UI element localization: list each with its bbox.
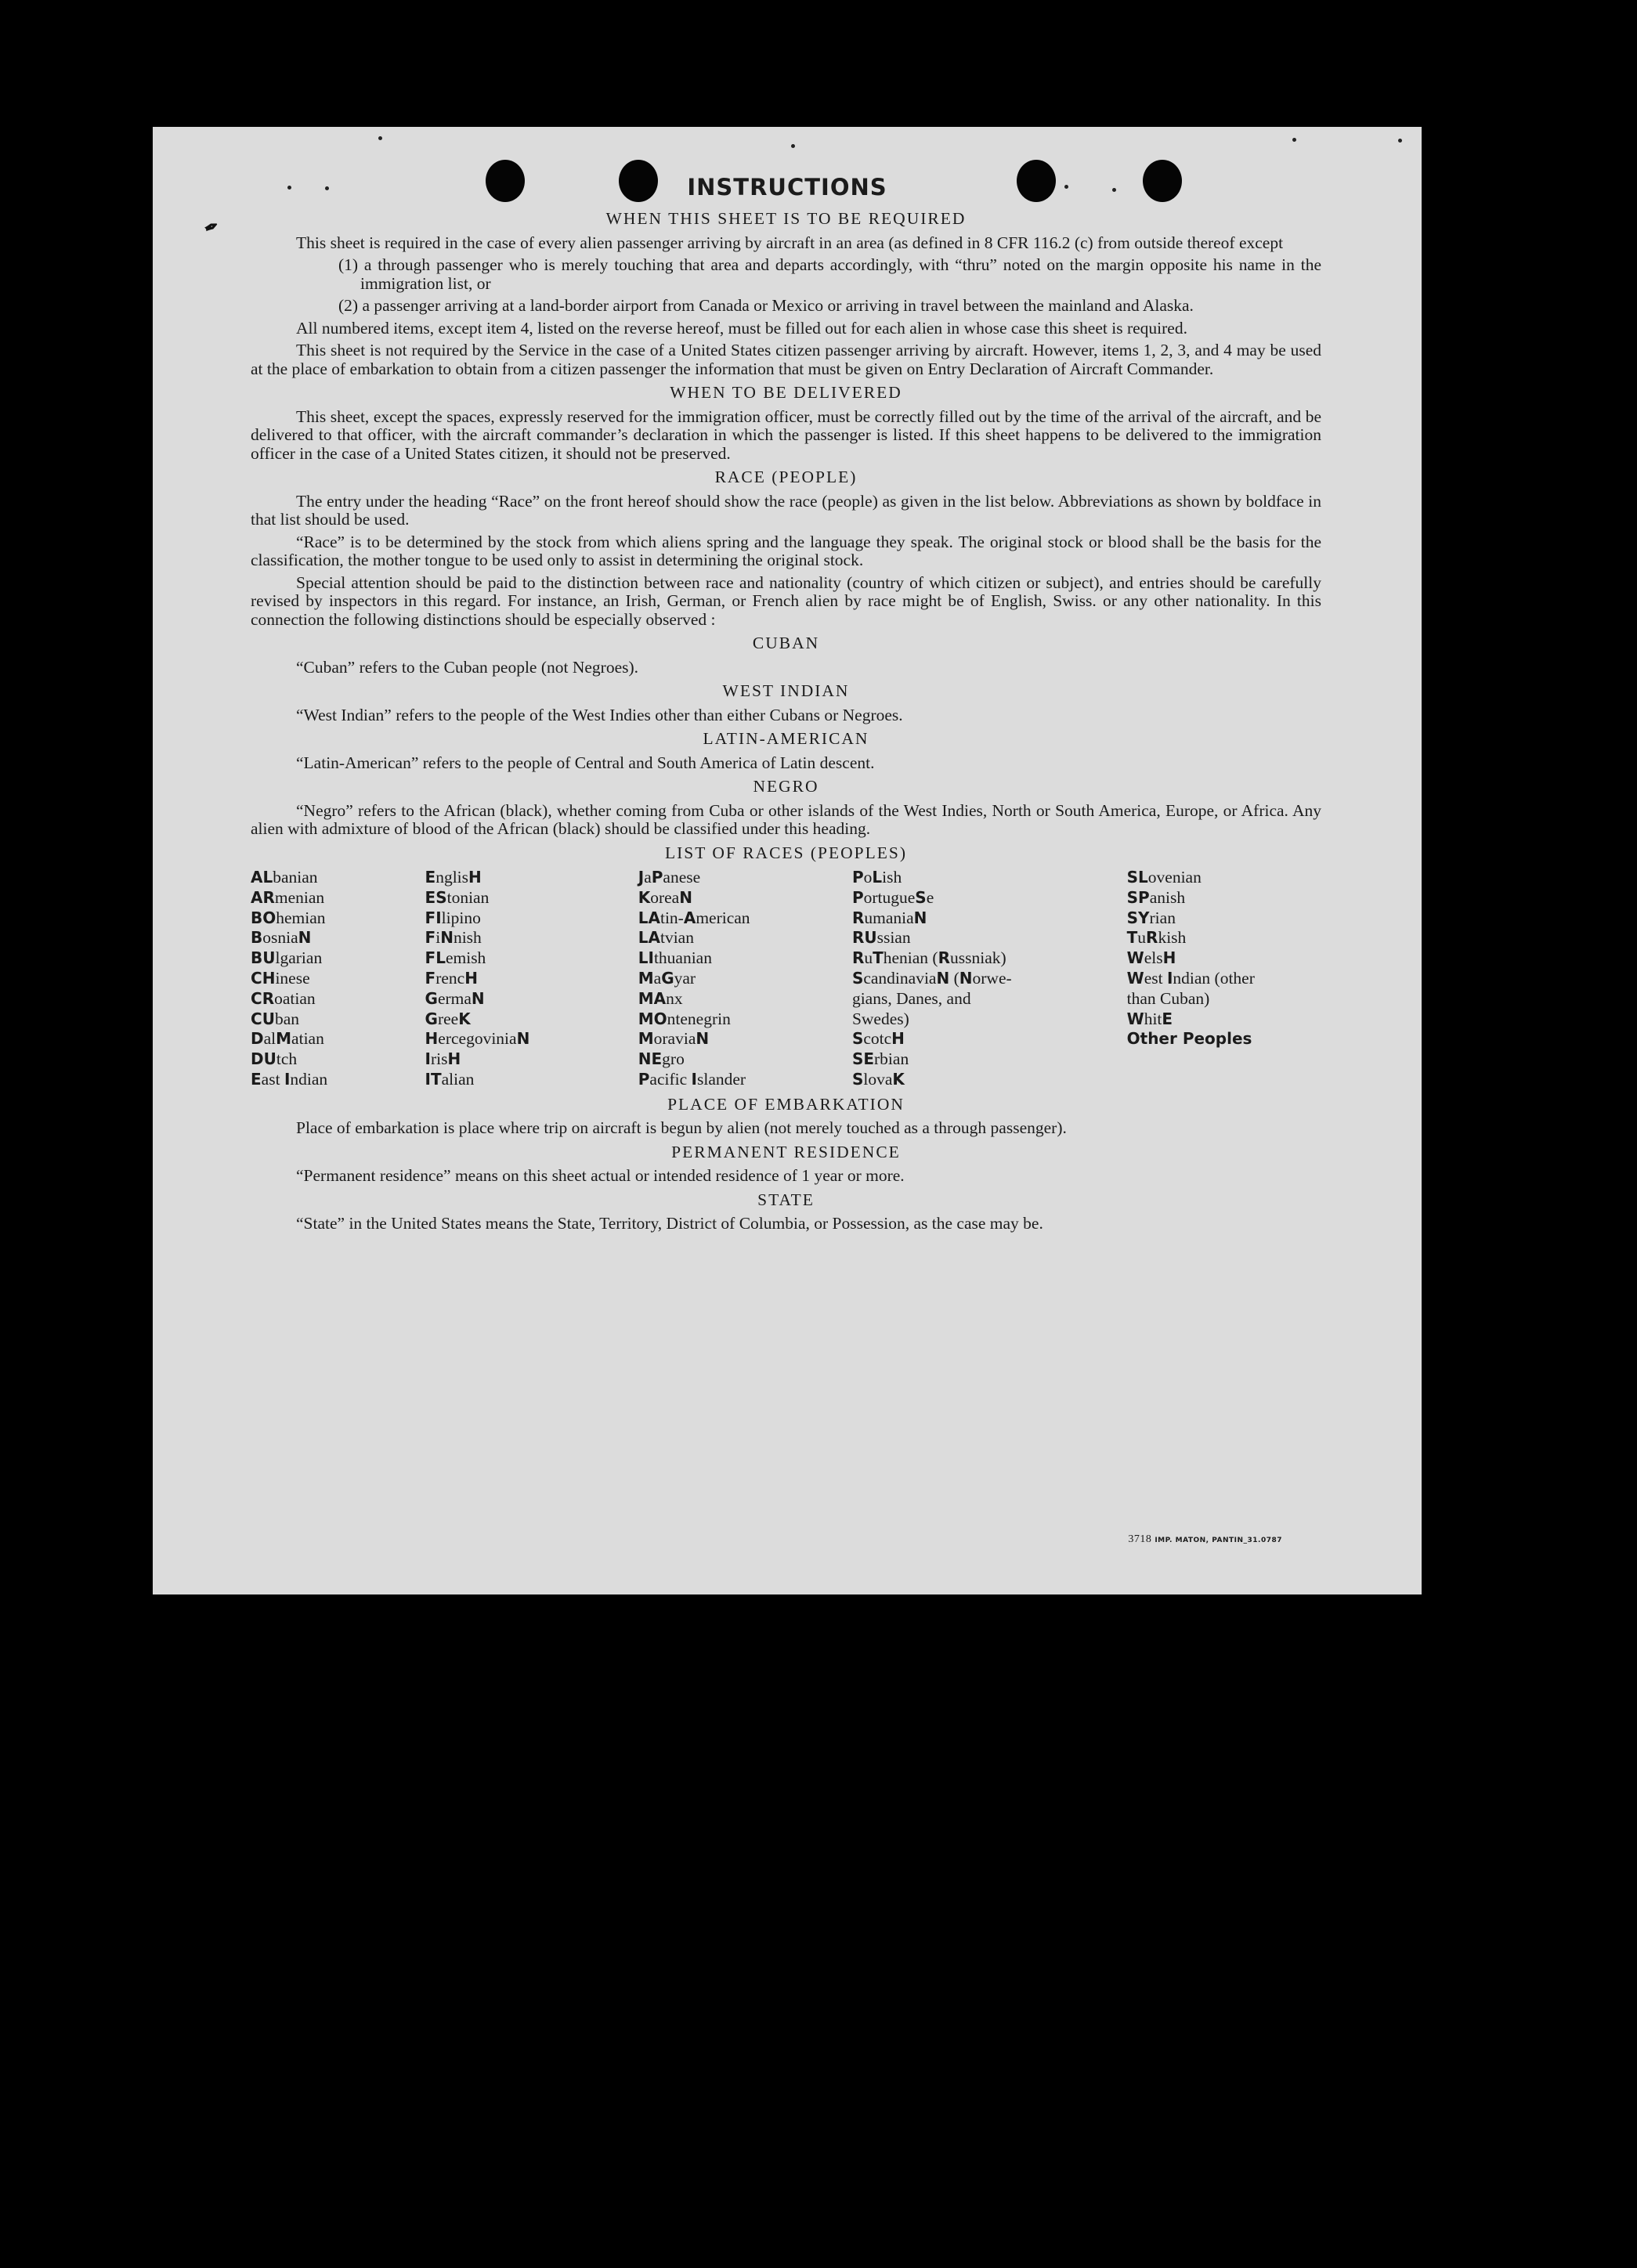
form-footer [1128,1533,1282,1546]
race-entry: ScotcH [851,1029,905,1049]
race-entry: MaGyar [638,968,696,988]
races-column-5 [1127,868,1321,1090]
races-column-2 [425,868,638,1090]
race-entry: PoLish [851,868,902,887]
race-entry: DalMatian [251,1029,324,1049]
race-entry: IrisH [425,1049,461,1069]
race-entry: EnglisH [425,868,482,887]
race-entry: SLovenian [1126,868,1202,887]
race-entry: SPanish [1126,887,1186,907]
heading-list-of-races: LIST OF RACES (PEOPLES) [664,843,908,862]
race-entry: LIthuanian [638,948,712,968]
race-entry: GreeK [425,1009,471,1028]
form-number: 3718 [1128,1533,1152,1545]
heading-when-delivered: WHEN TO BE DELIVERED [670,383,902,402]
race-entry: MAnx [638,988,683,1008]
race-entry: Pacific Islander [638,1069,746,1089]
para-not-required: This sheet is not required by the Service in the case of a United States citizen passenger arriving by aircraft. However, items 1, 2, 3, and 4 may be used at the place of embarkation to obtain from a citizen passenger the information that must be given on Entry Declaration of Aircraft Commander. [251,341,1321,378]
race-entry: EStonian [425,887,490,907]
races-column-3 [638,868,852,1090]
race-entry: WhitE [1126,1009,1173,1028]
race-entry: LAtin-American [638,908,750,927]
race-entry: NEgro [638,1049,685,1069]
para-race-2: “Race” is to be determined by the stock from which aliens spring and the language they speak. The original stock or blood shall be the basis for the classification, the mother tongue to be used only to assist in determining the original stock. [251,532,1321,569]
race-entry: FLemish [425,948,486,968]
race-entry: SYrian [1126,908,1176,927]
races-column-4 [852,868,1127,1090]
race-entry: WelsH [1126,948,1176,968]
printer-imprint: IMP. MATON, PANTIN_31.0787 [1155,1537,1282,1544]
races-column-1 [251,868,425,1090]
race-entry: ScandinaviaN (Norwe- [851,968,1012,988]
race-entry: ARmenian [251,887,325,907]
heading-race: RACE (PEOPLE) [714,468,858,486]
race-entry: ALbanian [251,868,318,887]
heading-west-indian: WEST INDIAN [722,681,850,700]
race-entry: East Indian [251,1069,328,1089]
heading-state: STATE [757,1190,815,1209]
handwritten-mark: ✒ [201,215,222,239]
para-negro: “Negro” refers to the African (black), whether coming from Cuba or other islands of the West Indies, North or South America, Europe, or Africa. Any alien with admixture of blood of the African (black) should be classified under this heading. [251,800,1321,838]
race-entry-continued: Swedes) [851,1009,909,1028]
race-entry: RuThenian (Russniak) [851,948,1006,968]
exception-item-2: (2) a passenger arriving at a land-border airport from Canada or Mexico or arriving in travel between the mainland and Alaska. [338,296,1194,315]
race-entry: FrencH [425,968,478,988]
race-entry: FiNnish [425,928,482,948]
instructions-body [251,210,1321,1237]
race-entry: ITalian [425,1069,475,1089]
para-permanent-residence: “Permanent residence” means on this sheet actual or intended residence of 1 year or more. [296,1166,905,1186]
heading-when-required: WHEN THIS SHEET IS TO BE REQUIRED [605,209,967,228]
races-list [251,868,1321,1090]
race-entry: FIlipino [425,908,481,927]
para-required-intro: This sheet is required in the case of every alien passenger arriving by aircraft in an area (as defined in 8 CFR 116.2 (c) from outside thereof except [296,233,1284,252]
page-title: INSTRUCTIONS [687,174,887,200]
instruction-sheet [153,127,1422,1594]
heading-embarkation: PLACE OF EMBARKATION [667,1094,905,1114]
race-entry: HercegoviniaN [425,1029,530,1049]
race-entry: KoreaN [638,887,692,907]
race-entry: MoraviaN [638,1029,710,1049]
para-delivered: This sheet, except the spaces, expressly reserved for the immigration officer, must be correctly filled out by the time of the arrival of the aircraft, and be delivered to that officer, with the aircraft commander’s declaration in which the passenger is listed. If this sheet happens to be delivered to the immigration officer in the case of a United States citizen, it should not be preserved. [251,406,1321,463]
heading-latin-american: LATIN-AMERICAN [703,729,869,748]
race-entry: RUssian [851,928,911,948]
heading-cuban: CUBAN [752,634,820,652]
para-numbered-items: All numbered items, except item 4, listed on the reverse hereof, must be filled out for each alien in whose case this sheet is required. [296,318,1187,338]
para-latin-american: “Latin-American” refers to the people of Central and South America of Latin descent. [296,753,875,772]
race-entry: Other Peoples [1126,1029,1252,1049]
para-race-3: Special attention should be paid to the distinction between race and nationality (country of which citizen or subject), and entries should be carefully revised by inspectors in this regard. For instance, an Irish, German, or French alien by race might be of English, Swiss. or any other nationality. In this connection the following distinctions should be especially observed : [251,572,1321,629]
race-entry: BosniaN [251,928,312,948]
race-entry: BUlgarian [251,948,323,968]
para-race-1: The entry under the heading “Race” on the front hereof should show the race (people) as given in the list below. Abbreviations as shown by boldface in that list should be used. [251,491,1321,529]
para-embarkation: Place of embarkation is place where trip on aircraft is begun by alien (not merely touched as a through passenger). [296,1118,1067,1138]
para-state: “State” in the United States means the State, Territory, District of Columbia, or Possession, as the case may be. [296,1214,1043,1233]
race-entry: CUban [251,1009,299,1028]
race-entry: CRoatian [251,988,316,1008]
race-entry: TuRkish [1126,928,1187,948]
race-entry: MOntenegrin [638,1009,731,1028]
race-entry: GermaN [425,988,485,1008]
race-entry: SErbian [851,1049,909,1069]
race-entry: SlovaK [851,1069,905,1089]
heading-negro: NEGRO [753,777,819,796]
race-entry: LAtvian [638,928,694,948]
race-entry: JaPanese [638,868,701,887]
race-entry: BOhemian [251,908,326,927]
race-entry: CHinese [251,968,310,988]
race-entry: RumaniaN [851,908,927,927]
race-entry: PortugueSe [851,887,934,907]
para-west-indian: “West Indian” refers to the people of the West Indies other than either Cubans or Negroes. [296,705,903,724]
race-entry: DUtch [251,1049,298,1069]
race-entry: West Indian (other [1126,968,1255,988]
para-cuban: “Cuban” refers to the Cuban people (not Negroes). [296,657,639,677]
race-entry-continued: than Cuban) [1126,988,1210,1008]
race-entry-continued: gians, Danes, and [851,988,971,1008]
exception-item-1: (1) a through passenger who is merely touching that area and departs accordingly, with “thru” noted on the margin opposite his name in the immigration list, or [338,255,1321,293]
heading-permanent-residence: PERMANENT RESIDENCE [671,1142,901,1161]
